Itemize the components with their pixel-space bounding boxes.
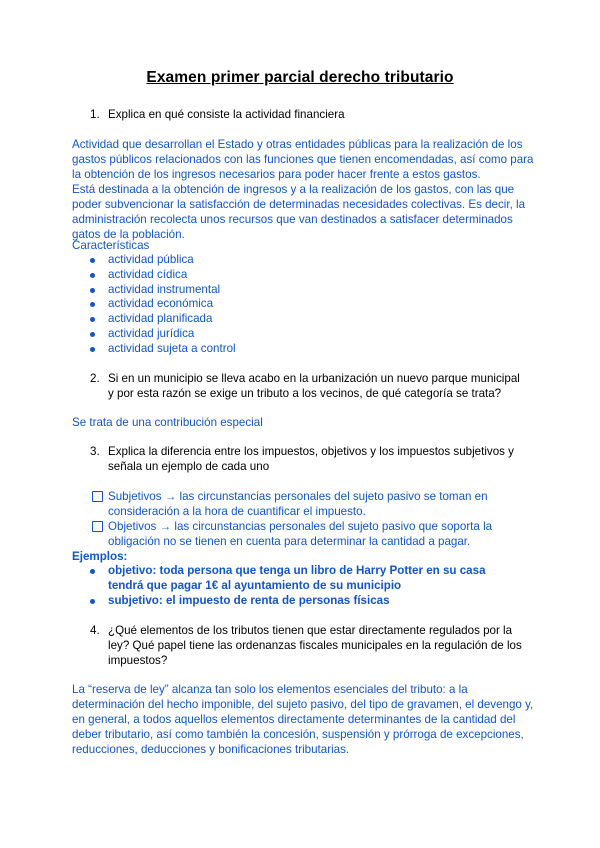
examples-heading: Ejemplos: (72, 550, 128, 563)
question-1 (90, 107, 520, 122)
answer-4: La “reserva de ley” alcanza tan solo los elementos esenciales del tributo: a la determinación del hecho imponible, del sujeto pasivo, del tipo de gravamen, el devengo y, en general, a todos aquellos elementos directamente determinantes de la cantidad del deber tributario, así como también la concesión, suspensión y prórroga de excepciones, reducciones, deducciones y bonificaciones tributarias. (72, 683, 534, 756)
checkbox-icon[interactable] (92, 521, 103, 532)
list-item: actividad planificada (90, 312, 550, 327)
bullet-icon (90, 317, 95, 322)
question-4 (90, 623, 530, 668)
list-item: objetivo: toda persona que tenga un libro de Harry Potter en su casa tendrá que pagar 1€ al ayuntamiento de su municipio (90, 564, 510, 594)
question-text: Explica la diferencia entre los impuestos, objetivos y los impuestos subjetivos y señala un ejemplo de cada uno (108, 445, 514, 473)
checkbox-icon[interactable] (92, 491, 103, 502)
answer-paragraph: Está destinada a la obtención de ingresos y a la realización de los gastos, con las que poder subvencionar la satisfacción de determinadas necesidades colectivas. Es decir, la administración recolecta unos recursos que van destinados a satisfacer determinados gatos de la población. (72, 183, 526, 241)
checkbox-item-subjetivos: Subjetivos → las circunstancias personales del sujeto pasivo se toman en consideración a la hora de cuantificar el impuesto. (90, 489, 515, 519)
bullet-icon (90, 347, 95, 352)
bullet-icon (90, 258, 95, 263)
question-number: 2. (90, 372, 100, 385)
bullet-icon (90, 332, 95, 337)
list-item: actividad jurídica (90, 327, 550, 342)
checkbox-item-objetivos: Objetivos → las circunstancias personales del sujeto pasivo que soporta la obligación no se tienen en cuenta para determinar la cantidad a pagar. (90, 519, 515, 549)
question-number: 1. (90, 108, 100, 121)
list-item: actividad instrumental (90, 283, 550, 298)
list-item: subjetivo: el impuesto de renta de personas físicas (90, 594, 510, 609)
bullet-icon (90, 569, 95, 574)
question-number: 4. (90, 624, 100, 637)
page-title: Examen primer parcial derecho tributario (146, 69, 454, 86)
list-item: actividad sujeta a control (90, 342, 550, 357)
bullet-icon (90, 288, 95, 293)
question-number: 3. (90, 445, 100, 458)
question-3 (90, 444, 520, 474)
question-text: Explica en qué consiste la actividad financiera (108, 108, 345, 121)
list-item: actividad cídica (90, 268, 550, 283)
characteristics-list (90, 253, 550, 357)
question-text: Si en un municipio se lleva acabo en la urbanización un nuevo parque municipal y por esta razón se exige un tributo a los vecinos, de qué categoría se trata? (108, 372, 520, 400)
answer-1 (72, 137, 542, 242)
bullet-icon (90, 302, 95, 307)
question-2 (90, 371, 520, 401)
bullet-icon (90, 599, 95, 604)
list-item: actividad económica (90, 297, 550, 312)
question-text: ¿Qué elementos de los tributos tienen que estar directamente regulados por la ley? Qué papel tiene las ordenanzas fiscales municipales en la regulación de los impuestos? (108, 624, 522, 667)
answer-paragraph: Actividad que desarrollan el Estado y otras entidades públicas para la realización de los gastos públicos relacionados con las funciones que tienen encomendadas, así como para la obtención de los ingresos necesarios para poder hacer frente a estos gastos. (72, 138, 534, 181)
characteristics-heading: Características (72, 239, 150, 252)
list-item: actividad pública (90, 253, 550, 268)
examples-list (90, 564, 510, 608)
bullet-icon (90, 273, 95, 278)
answer-2: Se trata de una contribución especial (72, 416, 263, 429)
